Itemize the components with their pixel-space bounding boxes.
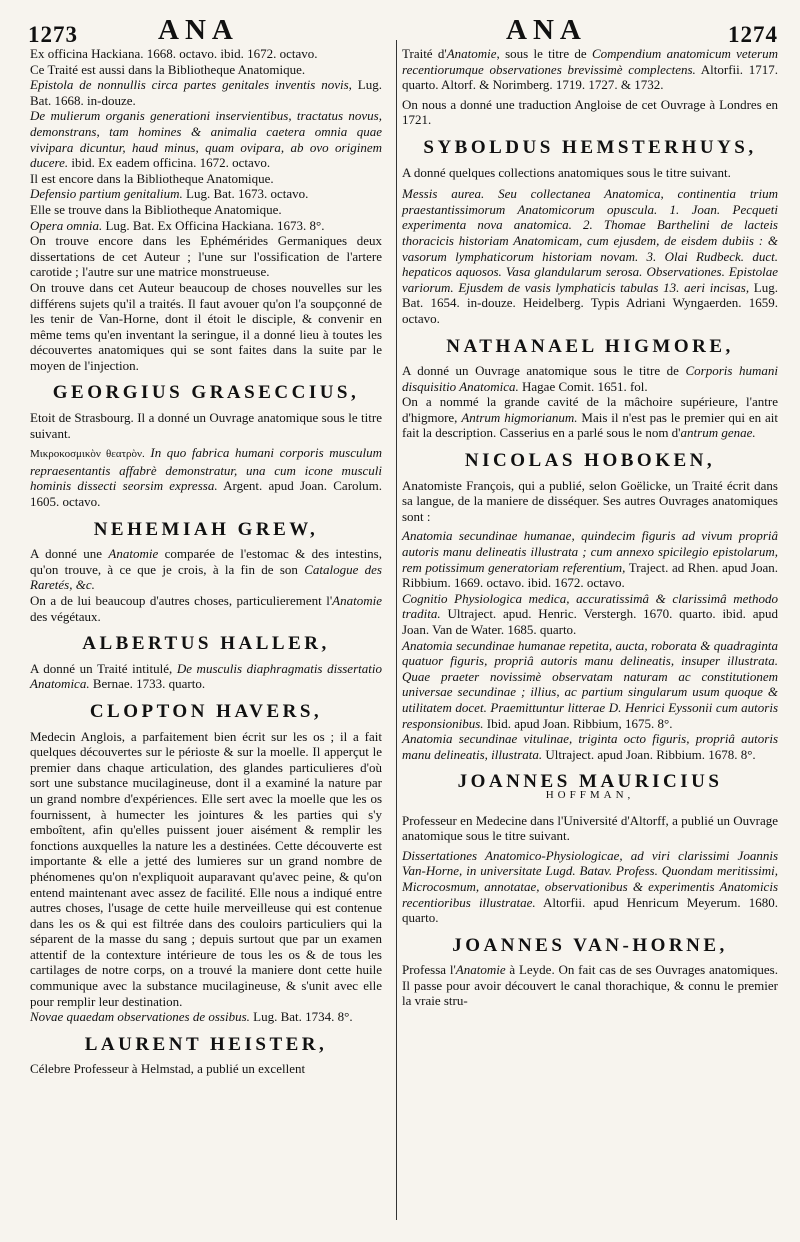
latin-title: Cognitio Physiologica medica, accuratissimâ & clarissimâ methodo tradita. [402,590,778,622]
paragraph: Medecin Anglois, a parfaitement bien écrit sur les os ; il a fait quelques découvertes sur le périoste & sur la moelle. Il apperçut le premier dans chaque articulation, des glandes particulieres d'où sort une substance mucilagineuse, dont il a examiné la nature par un grand nombre d'expériences. Elle sert avec la moelle que les os fournissent, à humecter les jointures & les parties qui s'y emboîtent, afin qu'elles puissent jouer aisément & remplir les fonctions auxquelles la nature les a destinées. Cette découverte est importante & elle a jetté des lumieres sur un grand nombre de phénomenes qu'on n'expliquoit auparavant qu'avec peine, & qu'on entend maintenant avec assez de facilité. Elle nous a indiqué entre autres choses, l'usage de cette huile merveilleuse qui est contenue dans les os & qui est filtrée dans des couloirs particuliers qui la séparent de la masse du sang ; depuis surtout que par un examen attentif de la contexture intérieure de tous les os & de tous les cartilages de notre corps, on a trouvé la maniere dont cette huile communique avec la substance mucilagineuse, & s'unit avec elle pour remplir leur destination. [30,728,382,1009]
text-run: à Leyde. On fait cas de ses Ouvrages anatomiques. Il passe pour avoir découvert le canal thorachique, & connu le premier la vraie stru- [402,962,778,1009]
bibliography-entry [402,731,778,762]
entry-heading: CLOPTON HAVERS, [89,700,323,722]
text-run: Bernae. 1733. quarto. [89,676,206,692]
bibliography-entry [402,848,778,926]
imprint: Lug. Bat. 1734. 8°. [249,1009,353,1025]
paragraph: On trouve encore dans les Ephémérides Germaniques deux dissertations de cet Auteur ; l'une sur l'ossification de l'artere carotide ; l'autre sur une matrice monstrueuse. [30,233,382,280]
paragraph [30,593,382,624]
paragraph [402,394,778,441]
latin-title: Anatomia secundinae humanae repetita, aucta, roborata & quadraginta quatuor figuris, propriâ autoris manu delineatis, insuper illustrata. Quae praeter novissimè observatam naturam ac constitutionem universae secundinae ; illius, ac partium singularum usum quoque & utilitatem docet. Praemittuntur litterae D. Henrici Eyssonii cum autoris responsionibus. [402,637,778,731]
latin-title: Anatomia secundinae vitulinae, triginta octo figuris, propriâ autoris manu delineatis, illustrata. [402,731,778,762]
latin-title: Defensio partium genitalium. [30,186,183,202]
page-number-left: 1273 [28,22,78,47]
entry-heading: GEORGIUS GRASECCIUS, [52,382,360,404]
text-run: Traité d' [402,46,447,61]
imprint: Ibid. apud Joan. Ribbium, 1675. 8°. [483,715,673,731]
text-run: Anatomie [108,546,159,562]
text-run: Mais il n'est pas le premier qui en ait fait la description. Casserius en a parlé sous le nom d' [402,409,779,441]
column-divider [396,40,397,1220]
paragraph: Il est encore dans la Bibliotheque Anatomique. [30,170,274,186]
entry-heading: LAURENT HEISTER, [84,1033,328,1055]
paragraph: Etoit de Strasbourg. Il a donné un Ouvrage anatomique sous le titre suivant. [30,410,382,441]
entry-heading: NEHEMIAH GREW, [93,518,319,540]
running-head-right: ANA [506,14,587,46]
bibliography-entry [30,186,382,202]
bibliography-entry [30,108,382,170]
entry-heading [402,771,778,803]
entry-heading: JOANNES VAN-HORNE, [452,934,728,956]
latin-title: In quo fabrica humani corporis musculum repraesentantis affabrè demonstratur, una cum icone musculi hominis dissecti seorsim expressa. [30,445,382,494]
text-run: des végétaux. [30,608,101,624]
paragraph: Ce Traité est aussi dans la Bibliotheque Anatomique. [30,61,306,77]
imprint: Ultraject. apud. Henric. Verstergh. 1670. quarto. ibid. apud Joan. Van de Water. 1685. quarto. [402,606,778,637]
text-run: antrum genae. [680,425,756,441]
bibliography-entry [402,591,778,638]
imprint: Lug. Bat. Ex Officina Hackiana. 1673. 8°. [102,217,325,233]
bibliography-entry [30,218,382,234]
imprint: Lug. Bat. 1673. octavo. [182,186,309,202]
bibliography-entry [30,77,382,108]
bibliography-entry [30,445,382,509]
entry-heading: ALBERTUS HALLER, [82,633,330,655]
paragraph: Ex officina Hackiana. 1668. octavo. ibid. 1672. octavo. [30,46,318,61]
text-run: Professa l' [402,962,456,978]
paragraph [30,661,382,692]
paragraph: Professeur en Medecine dans l'Université d'Altorff, a publié un Ouvrage anatomique sous le titre suivant. [402,812,778,844]
text-run: A donné un Traité intitulé, [30,660,177,676]
text-run: Antrum higmorianum. [461,409,578,425]
paragraph [30,546,382,593]
latin-title: Dissertationes Anatomico-Physiologicae, ad viri clarissimi Joannis Van-Horne, in universitate Lugd. Batav. Profess. Quondam meritissimi, Microcosmum, annotatae, observationibus & experimentis Anatomicis recentioribus illustratae. [402,847,778,910]
text-run: Corporis humani disquisitio Anatomica. [402,363,778,394]
bibliography-entry [30,1009,382,1025]
text-run: Catalogue des Raretés, &c. [30,561,382,593]
heading-surname: HOFFMAN, [545,788,635,801]
entry-heading: NATHANAEL HIGMORE, [446,335,734,357]
latin-title: Novae quaedam observationes de ossibus. [30,1009,250,1025]
paragraph [402,363,778,394]
running-head-left: ANA [158,14,239,46]
latin-title: Messis aurea. Seu collectanea Anatomica, continentia trium praestantissimorum Anatomicorum opuscula. 1. Joan. Pecqueti experimenta nova anatomica. 2. Thomae Barthelini de lacteis thoracicis historiam Anatomicam, cum ejusdem, de eisdem dubiis : & vasorum lymphaticorum historiam novam. 3. Olai Rudbeck. duct. hepaticos aquosos. Vasa glandularum serosa. Observationes. Epistolae variorum. Ejusdem de vasis lymphaticis tabulas 13. aeri incisas, [402,186,778,295]
paragraph: On nous a donné une traduction Angloise de cet Ouvrage à Londres en 1721. [402,96,778,128]
paragraph: Anatomiste François, qui a publié, selon Goëlicke, un Traité écrit dans sa langue, de la maniere de disséquer. Ses autres Ouvrages anatomiques sont : [402,477,778,524]
text-run: Compendium anatomicum veterum recentiorumque observationes brevissimè complectens. [402,46,778,77]
latin-title: De mulierum organis generationi inservientibus, tractatus novus, demonstrans, tam homines & animalia caetera omnia quae vivipara dicuntur, haud minus, quam ovipara, ab ovo originem ducere. [30,108,382,171]
imprint: Ultraject. apud Joan. Ribbium. 1678. 8°. [542,746,756,762]
imprint: Argent. apud Joan. Carolum. 1605. octavo. [30,478,382,510]
right-column [402,46,778,1009]
latin-title: Opera omnia. [30,217,103,233]
greek-title: Μικροκοσμικὸν θεατρὸν. [30,448,145,461]
text-run: Anatomie [332,593,382,608]
left-column [30,46,382,1077]
page-number-right: 1274 [728,22,778,47]
text-run: A donné un Ouvrage anatomique sous le titre de [402,363,686,379]
text-run: On a nommé la grande cavité de la mâchoire supérieure, l'antre d'higmore, [402,394,778,425]
text-run: , sous le titre de [496,46,592,61]
imprint: Traject. ad Rhen. apud Joan. Ribbium. 1669. octavo. ibid. 1672. octavo. [402,559,779,591]
page-header [0,10,800,47]
text-run: Altorfii. 1717. quarto. Altorf. & Norimberg. 1719. 1727. & 1732. [402,61,778,93]
heading-name: JOANNES MAURICIUS [457,771,723,793]
text-run: Anatomie [455,962,506,978]
imprint: Altorfii. apud Henricum Meyerum. 1680. quarto. [402,894,778,926]
text-run: On a de lui beaucoup d'autres choses, particulierement l' [30,593,333,608]
entry-heading: SYBOLDUS HEMSTERHUYS, [423,136,757,158]
bibliography-entry [402,638,778,732]
paragraph: On trouve dans cet Auteur beaucoup de choses nouvelles sur les différens sujets qu'il a traités. Il faut avouer qu'on l'a soupçonné de les tenir de Van-Horne, dont il étoit le disciple, & convenir en même tems qu'en inventant la seringue, il a donné lieu à toutes les découvertes anatomiques qui se sont faites dans la suite par le moyen de l'injection. [30,279,382,373]
text-run: comparée de l'estomac & des intestins, qu'on trouve, à ce que je crois, à la fin de son [30,546,382,577]
latin-title: Epistola de nonnullis circa partes genitales inventis novis, [30,77,352,93]
paragraph: A donné quelques collections anatomiques sous le titre suivant. [402,164,731,180]
imprint: Lug. Bat. 1654. in-douze. Heidelberg. Typis Adriani Wyngaerden. 1659. octavo. [402,279,778,326]
text-run: A donné une [30,546,109,562]
imprint: ibid. Ex eadem officina. 1672. octavo. [68,155,271,171]
paragraph [402,46,778,93]
paragraph [402,962,778,1009]
text-run: Hagae Comit. 1651. fol. [518,378,648,394]
bibliography-entry [402,186,778,326]
bibliography-entry [402,528,778,590]
latin-title: Anatomia secundinae humanae, quindecim figuris ad vivum propriâ autoris manu delineatis illustrata ; cum annexo spicilegio epistolarum, rem potissimum generatoriam referentium, [402,528,778,575]
paragraph: Elle se trouve dans la Bibliotheque Anatomique. [30,201,282,217]
entry-heading: NICOLAS HOBOKEN, [464,450,716,472]
text-run: De musculis diaphragmatis dissertatio Anatomica. [30,660,382,692]
text-run: Anatomie [446,46,497,61]
imprint: Lug. Bat. 1668. in-douze. [30,77,382,108]
paragraph: Célebre Professeur à Helmstad, a publié un excellent [30,1061,306,1077]
